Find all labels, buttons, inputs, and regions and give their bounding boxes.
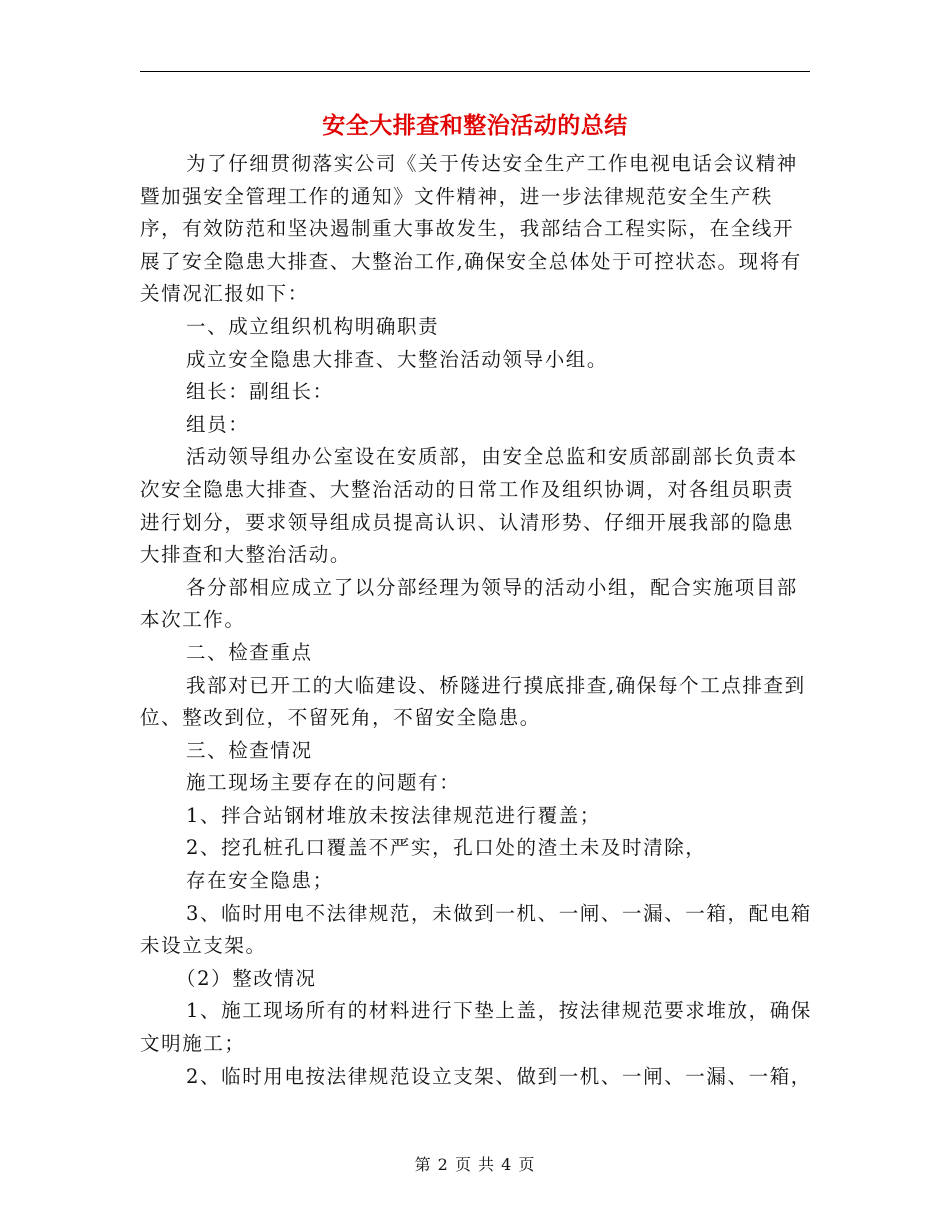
list-item: 2、临时用电按法律规范设立支架、做到一机、一闸、一漏、一箱，	[186, 1064, 812, 1088]
header-rule	[140, 71, 810, 72]
section-heading: 三、检查情况	[186, 738, 313, 762]
paragraph: 我部对已开工的大临建设、桥隧进行摸底排查,确保每个工点排查到位、整改到位，不留死角，不留安全隐患。	[140, 673, 806, 730]
page-number: 第 2 页 共 4 页	[414, 1155, 536, 1174]
paragraph: 成立安全隐患大排查、大整治活动领导小组。	[186, 347, 609, 371]
section-heading: 一、成立组织机构明确职责	[186, 314, 440, 338]
paragraph: 各分部相应成立了以分部经理为领导的活动小组，配合实施项目部本次工作。	[140, 575, 798, 632]
section-heading: （2）整改情况	[176, 966, 317, 990]
list-item: 1、施工现场所有的材料进行下垫上盖，按法律规范要求堆放，确保文明施工；	[140, 999, 812, 1056]
list-item: 1、拌合站钢材堆放未按法律规范进行覆盖；	[186, 803, 601, 827]
paragraph: 为了仔细贯彻落实公司《关于传达安全生产工作电视电话会议精神暨加强安全管理工作的通知》文件精神，进一步法律规范安全生产秩序，有效防范和坚决遏制重大事故发生，我部结合工程实际，在全线开展了安全隐患大排查、大整治工作,确保安全总体处于可控状态。现将有关情况汇报如下：	[140, 152, 802, 306]
document-body	[140, 148, 812, 1093]
list-item: 3、临时用电不法律规范，未做到一机、一闸、一漏、一箱，配电箱未设立支架。	[140, 901, 812, 958]
paragraph: 组员：	[186, 412, 250, 436]
list-item: 2、挖孔桩孔口覆盖不严实，孔口处的渣土未及时清除，	[186, 836, 707, 860]
paragraph: 存在安全隐患；	[186, 869, 334, 893]
paragraph: 施工现场主要存在的问题有：	[186, 771, 461, 795]
document-title: 安全大排查和整治活动的总结	[322, 112, 628, 139]
paragraph: 活动领导组办公室设在安质部，由安全总监和安质部副部长负责本次安全隐患大排查、大整治活动的日常工作及组织协调，对各组员职责进行划分，要求领导组成员提高认识、认清形势、仔细开展我部的隐患大排查和大整治活动。	[140, 445, 798, 567]
paragraph: 组长：副组长：	[186, 380, 334, 404]
section-heading: 二、检查重点	[186, 640, 313, 664]
